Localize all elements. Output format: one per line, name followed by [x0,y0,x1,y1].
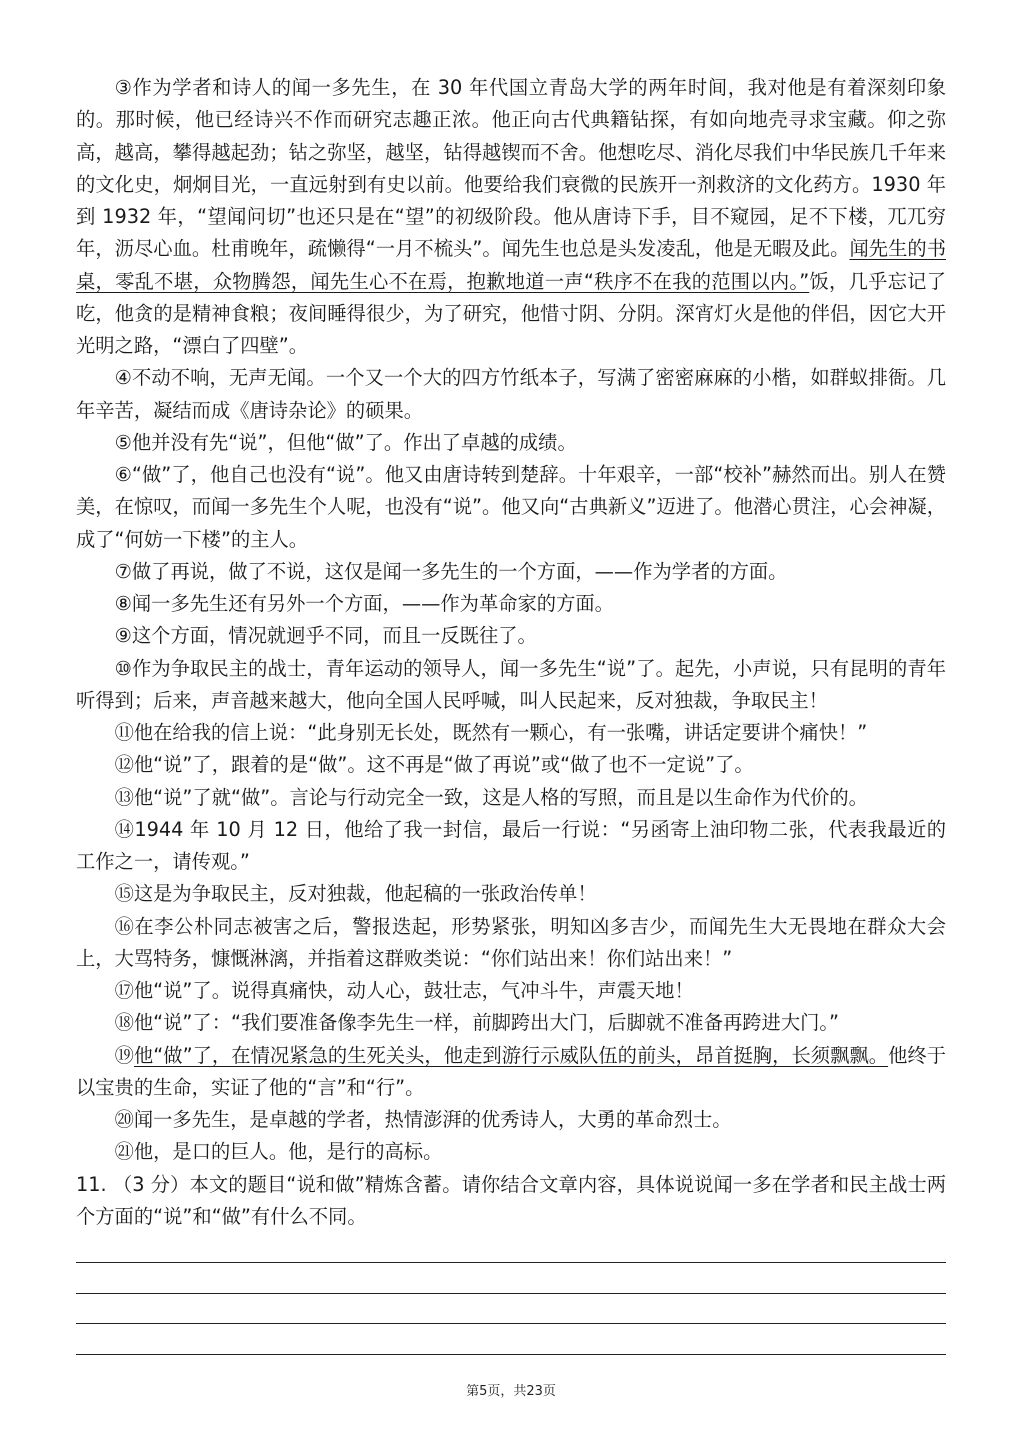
answer-line-3[interactable] [76,1323,946,1324]
paragraph [76,362,946,427]
question-text: （3 分）本文的题目“说和做”精炼含蓄。请你结合文章内容，具体说说闻一多在学者和民主战士两个方面的“说”和“做”有什么不同。 [76,1172,946,1228]
paragraph [76,588,946,620]
paragraph-text: ⑲ [114,1043,134,1067]
paragraph [76,72,946,362]
paragraph-text: ⑭1944 年 10 月 12 日，他给了我一封信，最后一行说：“另函寄上油印物二张，代表我最近的工作之一，请传观。” [76,817,946,873]
paragraph-text: ⑬他“说”了就“做”。言论与行动完全一致，这是人格的写照，而且是以生命作为代价的。 [114,785,868,809]
answer-line-2[interactable] [76,1293,946,1294]
paragraph-text: 他终于以宝贵的生命，实证了他的“言”和“行”。 [76,1043,947,1099]
paragraph [76,1136,946,1168]
page-number: 第5页，共23页 [466,1384,556,1399]
paragraph-text: ⑩作为争取民主的战士，青年运动的领导人，闻一多先生“说”了。起先，小声说，只有昆明的青年听得到；后来，声音越来越大，他向全国人民呼喊，叫人民起来，反对独裁，争取民主！ [76,656,946,712]
paragraph [76,427,946,459]
paragraph [76,653,946,718]
paragraph [76,1040,946,1105]
question-number: 11. [76,1172,107,1196]
answer-line-1[interactable] [76,1262,946,1263]
paragraph [76,749,946,781]
question-11 [76,1169,946,1234]
underlined-sentence: 闻先生的书桌，零乱不堪，众物腾怨，闻先生心不在焉，抱歉地道一声“秩序不在我的范围以内。” [76,237,946,293]
paragraph [76,814,946,879]
paragraph [76,975,946,1007]
paragraph-text: ⑧闻一多先生还有另外一个方面，——作为革命家的方面。 [114,592,614,615]
paragraph-text: ③作为学者和诗人的闻一多先生，在 30 年代国立青岛大学的两年时间，我对他是有着深刻印象的。那时候，他已经诗兴不作而研究志趣正浓。他正向古代典籍钻探，有如向地壳寻求宝藏。仰之弥高，越高，攀得越起劲；钻之弥坚，越坚，钻得越锲而不舍。他想吃尽、消化尽我们中华民族几千年来的文化史，炯炯目光，一直远射到有史以前。他要给我们衰微的民族开一剂救济的文化药方。1930 年到 1932 年，“望闻问切”也还只是在“望”的初级阶段。他从唐诗下手，目不窥园，足不下楼，兀兀穷年，沥尽心血。杜甫晚年，疏懒得“一月不梳头”。闻先生也总是头发凌乱，他是无暇及此。 [76,76,946,261]
paragraph [76,459,946,556]
paragraph-text: ⑳闻一多先生，是卓越的学者，热情澎湃的优秀诗人，大勇的革命烈士。 [114,1108,732,1131]
paragraph [76,782,946,814]
paragraph [76,556,946,588]
paragraph-text: ⑦做了再说，做了不说，这仅是闻一多先生的一个方面，——作为学者的方面。 [114,559,788,583]
paragraph-text: ⑨这个方面，情况就迥乎不同，而且一反既往了。 [114,624,537,648]
paragraph-text: ⑪他在给我的信上说：“此身别无长处，既然有一颗心，有一张嘴，讲话定要讲个痛快！” [114,721,868,744]
paragraph [76,620,946,652]
paragraph [76,717,946,749]
answer-line-4[interactable] [76,1354,946,1355]
paragraph-text: ㉑他，是口的巨人。他，是行的高标。 [114,1140,443,1164]
paragraph-text: ⑫他“说”了，跟着的是“做”。这不再是“做了再说”或“做了也不一定说”了。 [114,753,754,777]
paragraph-text: ⑱他“说”了：“我们要准备像李先生一样，前脚跨出大门，后脚就不准备再跨进大门。” [114,1011,840,1035]
paragraph [76,1007,946,1039]
paragraph [76,878,946,910]
paragraph [76,1104,946,1136]
paragraph [76,911,946,976]
paragraph-text: ⑥“做”了，他自己也没有“说”。他又由唐诗转到楚辞。十年艰辛，一部“校补”赫然而出。别人在赞美，在惊叹，而闻一多先生个人呢，也没有“说”。他又向“古典新义”迈进了。他潜心贯注，心会神凝，成了“何妨一下楼”的主人。 [76,463,946,551]
article-body [76,72,946,1233]
paragraph-text: ⑮这是为争取民主，反对独裁，他起稿的一张政治传单！ [114,882,597,906]
paragraph-text: 饭，几乎忘记了吃，他贪的是精神食粮；夜间睡得很少，为了研究，他惜寸阴、分阴。深宵灯火是他的伴侣，因它大开光明之路，“漂白了四壁”。 [76,269,946,357]
paragraph-text: ⑰他“说”了。说得真痛快，动人心，鼓壮志，气冲斗牛，声震天地！ [114,979,694,1002]
paragraph-text: ④不动不响，无声无闻。一个又一个大的四方竹纸本子，写满了密密麻麻的小楷，如群蚁排衙。几年辛苦，凝结而成《唐诗杂论》的硕果。 [76,366,946,422]
paragraph-text: ⑤他并没有先“说”，但他“做”了。作出了卓越的成绩。 [114,430,577,454]
underlined-sentence: 他“做”了，在情况紧急的生死关头，他走到游行示威队伍的前头，昂首挺胸，长须飘飘。 [133,1043,889,1067]
paragraph-text: ⑯在李公朴同志被害之后，警报迭起，形势紧张，明知凶多吉少，而闻先生大无畏地在群众大会上，大骂特务，慷慨淋漓，并指着这群败类说：“你们站出来！你们站出来！” [76,914,946,970]
